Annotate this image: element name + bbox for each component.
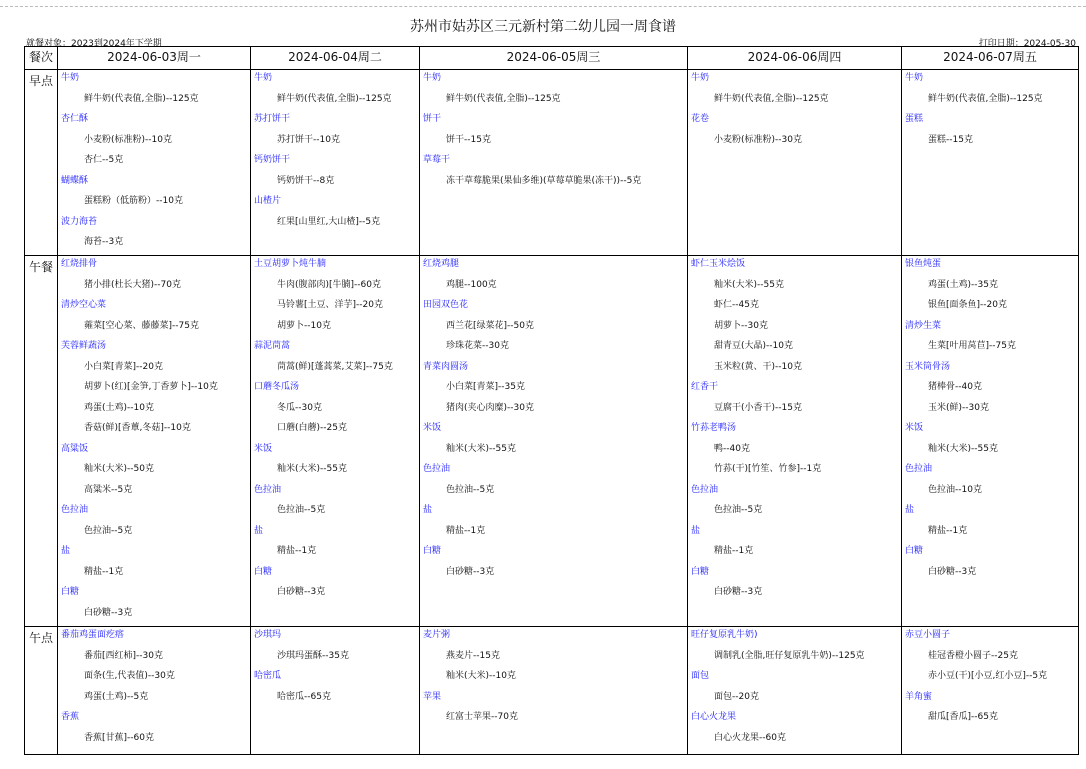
dish-name: 米饭 <box>254 443 273 454</box>
dining-target: 就餐对象：2023到2024年下学期 <box>26 39 162 49</box>
header-row <box>25 47 1079 70</box>
ingredient-item: 籼米(大米)--55克 <box>277 464 347 474</box>
dish-name: 米饭 <box>905 423 924 433</box>
ingredient-item: 鸡腿--100克 <box>446 279 497 290</box>
dish-name: 色拉油 <box>61 505 89 515</box>
ingredient-item: 茼蒿(鲜)[蓬蒿菜,艾菜]--75克 <box>277 361 393 372</box>
ingredient-item: 面条(生,代表值)--30克 <box>84 671 175 681</box>
ingredient-item: 籼米(大米)--55克 <box>446 443 516 454</box>
dish-name: 蒜泥茼蒿 <box>254 341 291 351</box>
top-divider <box>0 6 1086 7</box>
ingredient-item: 白砂糖--3克 <box>714 587 763 597</box>
dish-name: 牛奶 <box>254 73 273 83</box>
ingredient-item: 鲜牛奶(代表值,全脂)--125克 <box>277 93 392 104</box>
dish-name: 哈密瓜 <box>254 671 282 681</box>
dish-name: 饼干 <box>423 114 442 124</box>
ingredient-item: 桂冠香橙小圆子--25克 <box>928 650 1018 661</box>
meal-row <box>25 70 1079 256</box>
ingredient-item: 面包--20克 <box>714 691 759 702</box>
page-title: 苏州市姑苏区三元新村第二幼儿园一周食谱 <box>410 19 676 35</box>
dish-name: 牛奶 <box>423 73 442 83</box>
menu-cell <box>58 627 251 755</box>
ingredient-item: 胡萝卜(红)[金笋,丁香萝卜]--10克 <box>84 382 218 392</box>
dish-name: 苹果 <box>423 691 442 702</box>
ingredient-item: 银鱼[面条鱼]--20克 <box>928 300 1007 310</box>
menu-cell <box>420 256 688 627</box>
ingredient-item: 鸡蛋(土鸡)--10克 <box>84 402 154 413</box>
dish-name: 盐 <box>423 505 433 515</box>
dish-name: 土豆胡萝卜炖牛腩 <box>254 259 327 269</box>
ingredient-item: 杏仁--5克 <box>84 155 124 165</box>
dish-name: 香蕉 <box>61 712 80 722</box>
dish-name: 牛奶 <box>905 73 924 83</box>
meal-label: 午餐 <box>25 256 58 627</box>
weekly-menu-table <box>24 46 1079 755</box>
ingredient-item: 猪小排(杜长大猪)--70克 <box>84 279 181 290</box>
day-header: 2024-06-03周一 <box>58 47 251 70</box>
ingredient-item: 色拉油--5克 <box>446 484 495 495</box>
ingredient-item: 鸡蛋(土鸡)--5克 <box>84 691 149 702</box>
ingredient-item: 色拉油--5克 <box>84 525 133 536</box>
ingredient-item: 哈密瓜--65克 <box>277 691 331 702</box>
dish-name: 牛奶 <box>691 73 710 83</box>
dish-name: 面包 <box>691 671 710 681</box>
dish-name: 红香干 <box>691 382 719 392</box>
ingredient-item: 猪肉(夹心肉糜)--30克 <box>446 402 534 413</box>
dish-name: 虾仁玉米烩饭 <box>691 259 746 269</box>
ingredient-item: 色拉油--10克 <box>928 484 982 495</box>
day-header: 2024-06-06周四 <box>688 47 902 70</box>
dish-name: 盐 <box>61 546 71 556</box>
dish-name: 清炒生菜 <box>905 320 942 331</box>
ingredient-item: 冬瓜--30克 <box>277 402 322 413</box>
ingredient-item: 香菇(鲜)[香蕈,冬菇]--10克 <box>84 423 191 433</box>
dish-name: 钙奶饼干 <box>254 155 291 165</box>
menu-cell <box>251 256 420 627</box>
menu-cell <box>902 256 1079 627</box>
dish-name: 红烧鸡腿 <box>423 259 460 269</box>
ingredient-item: 甜瓜[香瓜]--65克 <box>928 712 998 722</box>
dish-name: 田园双色花 <box>423 300 469 310</box>
menu-cell <box>688 627 902 755</box>
dish-name: 清炒空心菜 <box>61 300 107 310</box>
ingredient-item: 籼米(大米)--55克 <box>928 443 998 454</box>
meal-row <box>25 256 1079 627</box>
dish-name: 竹荪老鸭汤 <box>691 423 737 433</box>
menu-cell <box>902 627 1079 755</box>
ingredient-item: 苏打饼干--10克 <box>277 134 340 145</box>
ingredient-item: 玉米粒(黄、干)--10克 <box>714 361 802 372</box>
ingredient-item: 精盐--1克 <box>277 546 317 556</box>
ingredient-item: 籼米(大米)--55克 <box>714 279 784 290</box>
menu-cell <box>420 70 688 256</box>
dish-name: 羊角蜜 <box>905 691 933 702</box>
ingredient-item: 沙琪玛蛋酥--35克 <box>277 650 349 661</box>
ingredient-item: 虾仁--45克 <box>714 300 759 310</box>
ingredient-item: 燕麦片--15克 <box>446 650 500 661</box>
ingredient-item: 小麦粉(标准粉)--30克 <box>714 134 802 145</box>
ingredient-item: 色拉油--5克 <box>714 505 763 515</box>
ingredient-item: 钙奶饼干--8克 <box>277 175 335 186</box>
menu-cell <box>688 256 902 627</box>
ingredient-item: 鸡蛋(土鸡)--35克 <box>928 279 998 290</box>
dish-name: 苏打饼干 <box>254 114 291 124</box>
ingredient-item: 番茄[西红柿]--30克 <box>84 650 163 661</box>
ingredient-item: 冻干草莓脆果(果仙多维)(草莓草脆果(冻干))--5克 <box>446 175 642 186</box>
ingredient-item: 胡萝卜--30克 <box>714 320 768 331</box>
dish-name: 盐 <box>254 525 264 536</box>
ingredient-item: 生菜[叶用莴苣]--75克 <box>928 341 1016 351</box>
ingredient-item: 鲜牛奶(代表值,全脂)--125克 <box>928 93 1043 104</box>
ingredient-item: 蛋糕粉（低筋粉）--10克 <box>84 196 183 206</box>
menu-cell <box>688 70 902 256</box>
ingredient-item: 红富士苹果--70克 <box>446 712 518 722</box>
meal-row <box>25 627 1079 755</box>
menu-cell <box>251 70 420 256</box>
dish-name: 高粱饭 <box>61 443 89 454</box>
ingredient-item: 饼干--15克 <box>446 134 491 145</box>
ingredient-item: 猪棒骨--40克 <box>928 382 982 392</box>
dish-name: 口蘑冬瓜汤 <box>254 382 300 392</box>
ingredient-item: 赤小豆(干)[小豆,红小豆]--5克 <box>928 671 1048 681</box>
dish-name: 赤豆小圆子 <box>905 630 951 640</box>
dish-name: 花卷 <box>691 114 710 124</box>
ingredient-item: 精盐--1克 <box>84 566 124 577</box>
ingredient-item: 调制乳(全脂,旺仔复原乳牛奶)--125克 <box>714 650 865 661</box>
ingredient-item: 蛋糕--15克 <box>928 134 973 145</box>
dish-name: 牛奶 <box>61 73 80 83</box>
ingredient-item: 白砂糖--3克 <box>277 587 326 597</box>
dish-name: 波力海苔 <box>61 216 98 227</box>
ingredient-item: 甜青豆(大晶)--10克 <box>714 341 793 351</box>
ingredient-item: 胡萝卜--10克 <box>277 320 331 331</box>
ingredient-item: 白砂糖--3克 <box>928 566 977 577</box>
ingredient-item: 鲜牛奶(代表值,全脂)--125克 <box>714 93 829 104</box>
dish-name: 蛋糕 <box>905 114 924 124</box>
meal-label: 早点 <box>25 70 58 256</box>
ingredient-item: 鸭--40克 <box>714 443 750 454</box>
dish-name: 色拉油 <box>905 464 933 474</box>
ingredient-item: 高粱米--5克 <box>84 484 133 495</box>
dish-name: 红烧排骨 <box>61 259 98 269</box>
ingredient-item: 精盐--1克 <box>928 525 968 536</box>
dish-name: 蝴蝶酥 <box>61 175 89 186</box>
meal-column-header: 餐次 <box>25 47 58 70</box>
ingredient-item: 牛肉(腹部肉)[牛腩]--60克 <box>277 279 381 290</box>
ingredient-item: 香蕉[甘蕉]--60克 <box>84 732 154 743</box>
menu-cell <box>58 256 251 627</box>
ingredient-item: 马铃薯[土豆、洋芋]--20克 <box>277 300 383 310</box>
dish-name: 白糖 <box>61 587 80 597</box>
ingredient-item: 玉米(鲜)--30克 <box>928 402 989 413</box>
ingredient-item: 豆腐干(小香干)--15克 <box>714 402 802 413</box>
dish-name: 麦片粥 <box>423 630 451 640</box>
ingredient-item: 红果[山里红,大山楂]--5克 <box>277 216 381 227</box>
dish-name: 白心火龙果 <box>691 712 737 722</box>
dish-name: 玉米筒骨汤 <box>905 361 951 372</box>
menu-cell <box>420 627 688 755</box>
dish-name: 白糖 <box>905 546 924 556</box>
day-header: 2024-06-07周五 <box>902 47 1079 70</box>
dish-name: 色拉油 <box>691 484 719 495</box>
ingredient-item: 西兰花[绿菜花]--50克 <box>446 320 534 331</box>
dish-name: 白糖 <box>423 546 442 556</box>
ingredient-item: 色拉油--5克 <box>277 505 326 515</box>
ingredient-item: 白砂糖--3克 <box>84 607 133 618</box>
dish-name: 白糖 <box>691 566 710 577</box>
dish-name: 米饭 <box>423 423 442 433</box>
ingredient-item: 白砂糖--3克 <box>446 566 495 577</box>
print-date: 打印日期：2024-05-30 <box>978 39 1076 49</box>
ingredient-item: 珍珠花菜--30克 <box>446 341 509 351</box>
dish-name: 芙蓉鲜蔬汤 <box>61 341 107 351</box>
ingredient-item: 精盐--1克 <box>446 525 486 536</box>
dish-name: 色拉油 <box>254 484 282 495</box>
ingredient-item: 竹荪(干)[竹笙、竹参]--1克 <box>714 464 822 474</box>
dish-name: 草莓干 <box>423 155 451 165</box>
day-header: 2024-06-04周二 <box>251 47 420 70</box>
ingredient-item: 小白菜[青菜]--20克 <box>84 361 163 372</box>
dish-name: 山楂片 <box>254 196 282 206</box>
dish-name: 沙琪玛 <box>254 630 282 640</box>
dish-name: 番茄鸡蛋面疙瘩 <box>61 630 125 640</box>
meal-label: 午点 <box>25 627 58 755</box>
ingredient-item: 精盐--1克 <box>714 546 754 556</box>
dish-name: 盐 <box>905 505 915 515</box>
ingredient-item: 籼米(大米)--10克 <box>446 671 516 681</box>
dish-name: 银鱼炖蛋 <box>905 259 942 269</box>
ingredient-item: 口蘑(白蘑)--25克 <box>277 423 347 433</box>
ingredient-item: 小白菜[青菜]--35克 <box>446 382 525 392</box>
menu-cell <box>902 70 1079 256</box>
dish-name: 旺仔复原乳牛奶) <box>691 630 758 640</box>
ingredient-item: 鲜牛奶(代表值,全脂)--125克 <box>446 93 561 104</box>
menu-cell <box>58 70 251 256</box>
dish-name: 盐 <box>691 525 701 536</box>
ingredient-item: 籼米(大米)--50克 <box>84 464 154 474</box>
day-header: 2024-06-05周三 <box>420 47 688 70</box>
menu-cell <box>251 627 420 755</box>
dish-name: 杏仁酥 <box>61 114 89 124</box>
dish-name: 色拉油 <box>423 464 451 474</box>
dish-name: 白糖 <box>254 566 273 577</box>
ingredient-item: 白心火龙果--60克 <box>714 732 786 743</box>
ingredient-item: 鲜牛奶(代表值,全脂)--125克 <box>84 93 199 104</box>
ingredient-item: 海苔--3克 <box>84 237 124 247</box>
ingredient-item: 蕹菜[空心菜、藤藤菜]--75克 <box>84 320 199 331</box>
ingredient-item: 小麦粉(标准粉)--10克 <box>84 134 172 145</box>
dish-name: 青菜肉圆汤 <box>423 361 469 372</box>
